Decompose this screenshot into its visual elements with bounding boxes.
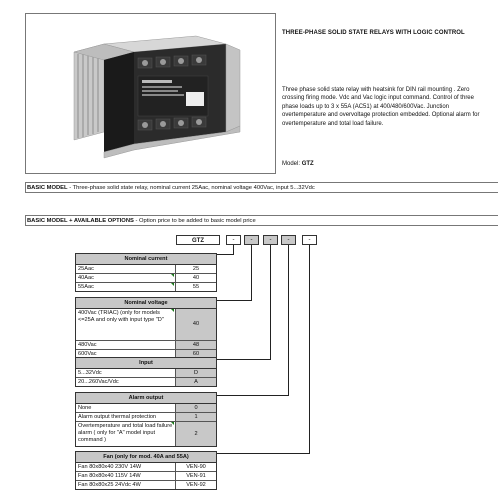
code-dash-alarm: - [281,235,296,245]
basic-model-bar [25,182,498,193]
option-code: VEN-90 [176,463,216,471]
option-code: 48 [176,341,216,349]
nominal-voltage-table [75,297,217,359]
connector-voltage-v [251,245,252,301]
basic-model-text: - Three-phase solid state relay, nominal current 25Aac, nominal voltage 400Vac, input 5...32Vdc [67,185,315,191]
alarm-output-header: Alarm output [76,393,216,404]
nominal-voltage-header: Nominal voltage [76,298,216,309]
option-label: Fan 80x80x40 115V 14W [76,472,176,480]
note-marker-icon [171,283,174,286]
option-code: 40 [176,274,216,282]
option-label: 25Aac [76,265,176,273]
alarm-output-table [75,392,217,447]
option-label: 480Vac [76,341,176,349]
table-row[interactable] [76,274,216,283]
option-label: Fan 80x80x25 24Vdc 4W [76,481,176,489]
table-row[interactable] [76,472,216,481]
option-code: VEN-91 [176,472,216,480]
option-code: 55 [176,283,216,291]
connector-alarm-v [288,245,289,396]
model-code-box: GTZ [176,235,220,245]
product-photo [25,13,276,174]
table-row[interactable] [76,369,216,378]
option-label: Fan 80x80x40 230V 14W [76,463,176,471]
code-dash-current: - [226,235,241,245]
option-label: None [76,404,176,412]
option-label: Alarm output thermal protection [76,413,176,421]
option-label: 40Aac [76,274,176,282]
option-label: 5...32Vdc [76,369,176,377]
options-text: - Option price to be added to basic model price [133,218,256,224]
note-marker-icon [171,274,174,277]
model-value: GTZ [301,161,314,167]
fan-header: Fan (only for mod. 40A and 55A) [76,452,216,463]
option-code: 1 [176,413,216,421]
product-description: Three phase solid state relay with heatsink for DIN rail mounting . Zero crossing firing mode. Vdc and Vac logic input command. Control of three phase loads up to 3 x 55A (AC51) at 400/480/600Vac. Junction overtemperature and overvoltage protection embedded. Optional alarm for overtemperature and total load failure. [282,87,480,127]
fan-table [75,451,217,490]
product-title: THREE-PHASE SOLID STATE RELAYS WITH LOGIC CONTROL [282,30,465,36]
note-marker-icon [171,309,174,312]
option-code: 25 [176,265,216,273]
relay-illustration [26,14,275,173]
table-row[interactable] [76,378,216,386]
option-label: 20...260Vac/Vdc [76,378,176,386]
model-line [282,161,314,167]
connector-input-h [217,359,271,360]
connector-alarm-h [217,395,289,396]
table-row[interactable] [76,463,216,472]
nominal-current-header: Nominal current [76,254,216,265]
table-row[interactable] [76,309,216,341]
option-code: 60 [176,350,216,358]
option-label: 400Vac (TRIAC) (only for models <=25A and only with input type "D" [76,309,176,340]
option-label: 55Aac [76,283,176,291]
option-label: 600Vac [76,350,176,358]
nominal-current-table [75,253,217,292]
table-row[interactable] [76,422,216,446]
connector-input-v [270,245,271,360]
connector-fan-v [309,245,310,454]
table-row[interactable] [76,265,216,274]
input-header: Input [76,358,216,369]
options-bar [25,215,498,226]
connector-current-h [217,254,234,255]
code-dash-fan: - [302,235,317,245]
option-code: 2 [176,422,216,446]
table-row[interactable] [76,283,216,291]
table-row[interactable] [76,481,216,489]
connector-fan-h [217,453,310,454]
option-code: 40 [176,309,216,340]
option-code: D [176,369,216,377]
note-marker-icon [171,422,174,425]
options-label: BASIC MODEL + AVAILABLE OPTIONS [27,218,134,224]
table-row[interactable] [76,341,216,350]
basic-model-label: BASIC MODEL [27,185,68,191]
table-row[interactable] [76,413,216,422]
code-dash-input: - [263,235,278,245]
option-code: VEN-92 [176,481,216,489]
model-label: Model: [282,161,301,167]
connector-voltage-h [217,300,252,301]
option-code: A [176,378,216,386]
option-label: Overtemperature and total load failure alarm ( only for "A" model input command ) [76,422,176,446]
table-row[interactable] [76,404,216,413]
option-code: 0 [176,404,216,412]
code-dash-voltage: - [244,235,259,245]
input-table [75,357,217,387]
